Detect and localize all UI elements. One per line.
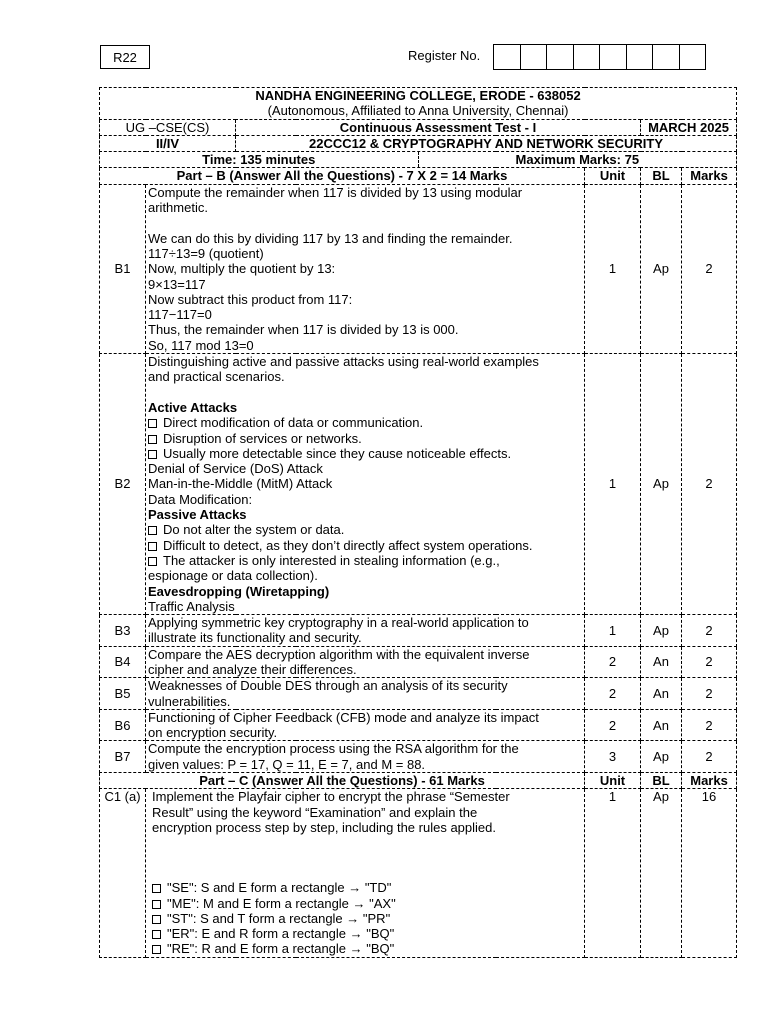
text-line: Traffic Analysis — [148, 598, 235, 614]
bullet-text: Do not alter the system or data. — [163, 522, 345, 538]
test-name: Continuous Assessment Test - I — [236, 119, 641, 135]
marks-value: 16 — [682, 789, 737, 957]
exam-time: Time: 135 minutes — [202, 152, 316, 168]
unit-value: 3 — [585, 741, 641, 773]
bullet-item — [148, 446, 582, 461]
part-c-title: Part – C (Answer All the Questions) - 61 Marks — [100, 773, 585, 789]
bullet-item — [152, 880, 582, 895]
marks-value: 2 — [682, 741, 737, 773]
text-line: So, 117 mod 13=0 — [148, 337, 254, 353]
table-row — [100, 678, 737, 710]
text-line: Compute the encryption process using the RSA algorithm for the — [148, 741, 519, 757]
question-paper-table — [99, 87, 737, 958]
programme: UG –CSE(CS) — [100, 119, 236, 135]
question-text — [146, 709, 585, 741]
text-line: Applying symmetric key cryptography in a real-world application to — [148, 615, 529, 631]
active-attacks-heading: Active Attacks — [148, 399, 238, 415]
exam-month: MARCH 2025 — [641, 119, 737, 135]
marks-value: 2 — [682, 678, 737, 710]
text-line: Compare the AES decryption algorithm with the equivalent inverse — [148, 646, 530, 662]
eavesdropping-heading: Eavesdropping (Wiretapping) — [148, 583, 330, 599]
text-line: Compute the remainder when 117 is divided by 13 using modular — [148, 184, 523, 200]
blank-line — [148, 385, 582, 400]
blank-space — [152, 835, 582, 880]
register-digit-box[interactable] — [520, 44, 548, 70]
register-digit-box[interactable] — [546, 44, 574, 70]
text-line: Now subtract this product from 117: — [148, 291, 353, 307]
text-line: Result” using the keyword “Examination” and explain the — [152, 804, 478, 820]
question-number: B6 — [100, 709, 146, 741]
unit-value: 2 — [585, 678, 641, 710]
text-line: on encryption security. — [148, 725, 278, 741]
table-row — [100, 646, 737, 678]
text-line: Man-in-the-Middle (MitM) Attack — [148, 476, 333, 492]
bl-value: Ap — [641, 789, 682, 957]
text-line: Thus, the remainder when 117 is divided by 13 is 000. — [148, 322, 459, 338]
question-number: B5 — [100, 678, 146, 710]
marks-value: 2 — [682, 615, 737, 647]
bullet-item — [148, 538, 582, 553]
bullet-item — [148, 415, 582, 430]
bullet-item — [148, 431, 582, 446]
register-digit-box[interactable] — [493, 44, 521, 70]
bullet-text: "ER": E and R form a rectangle → "BQ" — [167, 926, 395, 942]
bullet-item — [152, 911, 582, 926]
bullet-text: Disruption of services or networks. — [163, 430, 362, 446]
bl-value: An — [641, 709, 682, 741]
table-row — [100, 741, 737, 773]
bullet-text: "ME": M and E form a rectangle → "AX" — [167, 895, 396, 911]
col-marks-header: Marks — [682, 773, 737, 789]
question-number: C1 (a) — [100, 789, 146, 957]
text-line: 9×13=117 — [148, 276, 206, 292]
college-header — [100, 88, 737, 120]
bl-value: Ap — [641, 615, 682, 647]
bullet-item — [148, 553, 582, 568]
register-number-label: Register No. — [408, 48, 481, 63]
question-number: B3 — [100, 615, 146, 647]
bullet-text: Difficult to detect, as they don’t directly affect system operations. — [163, 537, 533, 553]
table-row — [100, 354, 737, 615]
unit-value: 1 — [585, 789, 641, 957]
regulation-code: R22 — [100, 45, 150, 69]
question-number: B4 — [100, 646, 146, 678]
bullet-item — [152, 896, 582, 911]
text-line: cipher and analyze their differences. — [148, 661, 357, 677]
part-b-title: Part – B (Answer All the Questions) - 7 X 2 = 14 Marks — [100, 168, 585, 184]
bl-value: Ap — [641, 741, 682, 773]
text-line: illustrate its functionality and security. — [148, 630, 362, 646]
col-unit-header: Unit — [585, 773, 641, 789]
checkbox-bullet-icon — [148, 557, 157, 566]
bullet-item — [152, 926, 582, 941]
blank-line — [148, 215, 582, 230]
text-line: Distinguishing active and passive attacks using real-world examples — [148, 354, 539, 370]
register-digit-box[interactable] — [652, 44, 680, 70]
bullet-text: "ST": S and T form a rectangle → "PR" — [167, 910, 391, 926]
checkbox-bullet-icon — [152, 900, 161, 909]
checkbox-bullet-icon — [152, 930, 161, 939]
checkbox-bullet-icon — [152, 945, 161, 954]
bullet-text: The attacker is only interested in stealing information (e.g., — [163, 552, 500, 568]
college-name: NANDHA ENGINEERING COLLEGE, ERODE - 638052 — [255, 88, 581, 103]
col-bl-header: BL — [641, 773, 682, 789]
register-digit-box[interactable] — [599, 44, 627, 70]
text-line: given values: P = 17, Q = 11, E = 7, and M = 88. — [148, 756, 426, 772]
checkbox-bullet-icon — [148, 419, 157, 428]
unit-value: 2 — [585, 709, 641, 741]
table-row — [100, 709, 737, 741]
bl-value: An — [641, 646, 682, 678]
unit-value: 1 — [585, 615, 641, 647]
marks-value: 2 — [682, 184, 737, 353]
col-unit-header: Unit — [585, 168, 641, 184]
question-number: B2 — [100, 354, 146, 615]
col-bl-header: BL — [641, 168, 682, 184]
text-line: Functioning of Cipher Feedback (CFB) mode and analyze its impact — [148, 709, 539, 725]
unit-value: 1 — [585, 354, 641, 615]
table-row — [100, 615, 737, 647]
text-line: and practical scenarios. — [148, 369, 285, 385]
checkbox-bullet-icon — [148, 435, 157, 444]
marks-value: 2 — [682, 709, 737, 741]
bl-value: Ap — [641, 354, 682, 615]
text-line: Implement the Playfair cipher to encrypt the phrase “Semester — [152, 789, 510, 805]
marks-value: 2 — [682, 354, 737, 615]
table-row — [100, 789, 737, 957]
text-line: Weaknesses of Double DES through an analysis of its security — [148, 678, 508, 694]
marks-value: 2 — [682, 646, 737, 678]
table-row — [100, 184, 737, 353]
bullet-text: "SE": S and E form a rectangle → "TD" — [167, 880, 392, 896]
question-text — [146, 184, 585, 353]
question-number: B1 — [100, 184, 146, 353]
checkbox-bullet-icon — [152, 884, 161, 893]
text-line: arithmetic. — [148, 200, 208, 216]
question-text — [146, 615, 585, 647]
checkbox-bullet-icon — [148, 542, 157, 551]
register-digit-box[interactable] — [679, 44, 707, 70]
question-text — [146, 354, 585, 615]
course-title: 22CCC12 & CRYPTOGRAPHY AND NETWORK SECURITY — [236, 135, 737, 151]
year-semester: II/IV — [100, 135, 236, 151]
question-text — [146, 741, 585, 773]
maximum-marks: Maximum Marks: 75 — [418, 152, 737, 167]
text-line: vulnerabilities. — [148, 693, 231, 709]
bullet-item — [152, 941, 582, 956]
text-line: We can do this by dividing 117 by 13 and finding the remainder. — [148, 230, 513, 246]
unit-value: 2 — [585, 646, 641, 678]
checkbox-bullet-icon — [148, 526, 157, 535]
text-line: Data Modification: — [148, 491, 253, 507]
question-text — [146, 678, 585, 710]
text-line: Denial of Service (DoS) Attack — [148, 461, 323, 477]
bullet-text: "RE": R and E form a rectangle → "BQ" — [167, 941, 395, 957]
bl-value: Ap — [641, 184, 682, 353]
unit-value: 1 — [585, 184, 641, 353]
bullet-text: Usually more detectable since they cause noticeable effects. — [163, 445, 512, 461]
bl-value: An — [641, 678, 682, 710]
bullet-text: Direct modification of data or communication. — [163, 415, 424, 431]
text-line: encryption process step by step, including the rules applied. — [152, 819, 496, 835]
question-number: B7 — [100, 741, 146, 773]
text-line: espionage or data collection). — [148, 568, 318, 584]
register-digit-box[interactable] — [626, 44, 654, 70]
text-line: 117÷13=9 (quotient) — [148, 245, 264, 261]
col-marks-header: Marks — [682, 168, 737, 184]
register-digit-box[interactable] — [573, 44, 601, 70]
college-subtitle: (Autonomous, Affiliated to Anna University, Chennai) — [267, 103, 569, 119]
passive-attacks-heading: Passive Attacks — [148, 507, 247, 523]
question-text — [146, 789, 585, 957]
text-line: Now, multiply the quotient by 13: — [148, 261, 336, 277]
time-marks-row — [100, 152, 737, 168]
bullet-item — [148, 522, 582, 537]
text-line: 117−117=0 — [148, 307, 212, 323]
question-text — [146, 646, 585, 678]
checkbox-bullet-icon — [152, 915, 161, 924]
register-number-boxes[interactable] — [493, 44, 705, 70]
checkbox-bullet-icon — [148, 450, 157, 459]
